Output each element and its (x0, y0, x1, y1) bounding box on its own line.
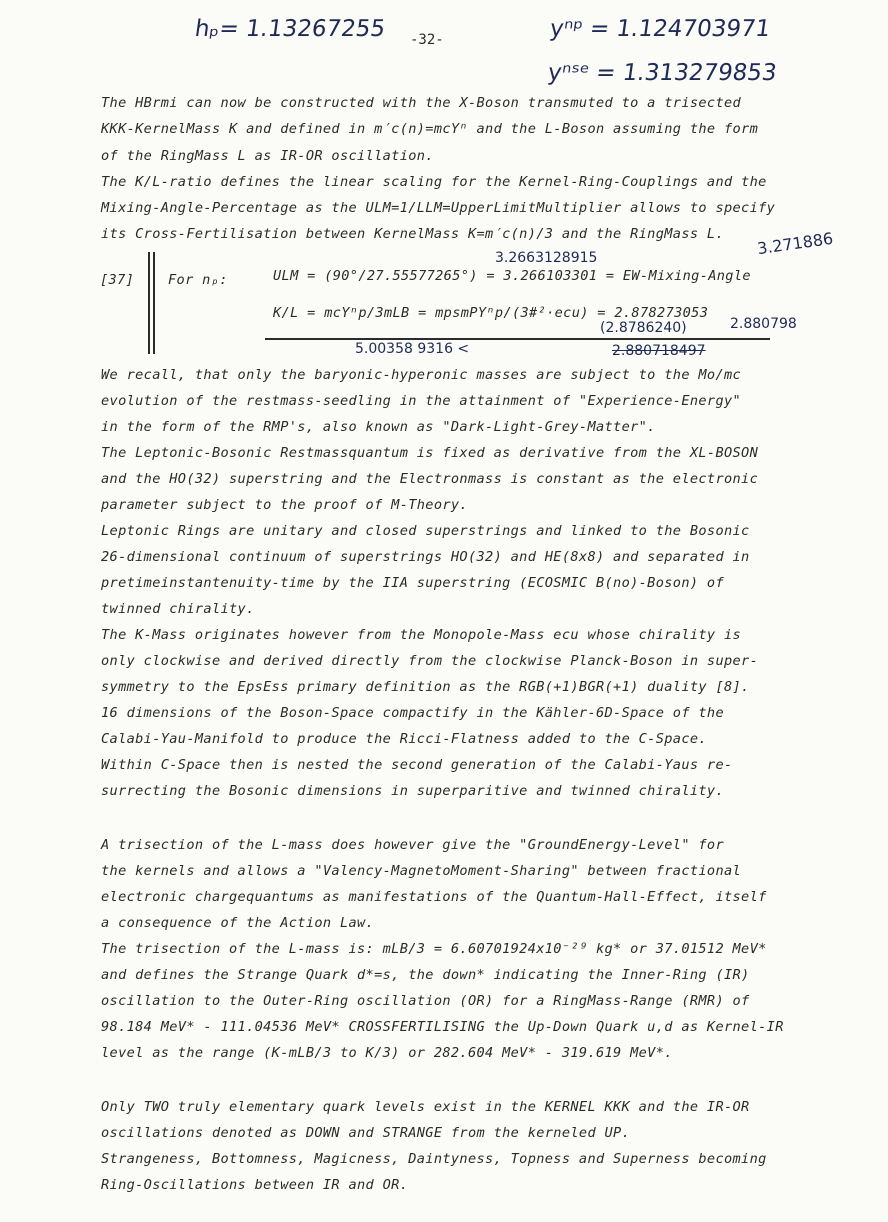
equation-ulm: ULM = (90°/27.55577265°) = 3.266103301 = EW-Mixing-Angle (273, 268, 751, 284)
handwritten-note-top-left: hₚ= 1.13267255 (193, 16, 387, 42)
text-line: 16 dimensions of the Boson-Space compactify in the Kähler-6D-Space of the (101, 705, 724, 721)
text-line: of the RingMass L as IR-OR oscillation. (101, 148, 434, 164)
text-line: in the form of the RMP's, also known as "Dark-Light-Grey-Matter". (101, 419, 656, 435)
text-line: 26-dimensional continuum of superstrings HO(32) and HE(8x8) and separated in (101, 549, 750, 565)
equation-for-label: For nₚ: (168, 272, 228, 288)
equation-bar (153, 252, 155, 354)
text-line: the kernels and allows a "Valency-MagnetoMoment-Sharing" between fractional (101, 863, 742, 879)
text-line: Calabi-Yau-Manifold to produce the Ricci-Flatness added to the C-Space. (101, 731, 707, 747)
text-line: KKK-KernelMass K and defined in m′c(n)=mcYⁿ and the L-Boson assuming the form (101, 121, 759, 137)
page-number: -32- (410, 32, 444, 48)
equation-bar (148, 252, 150, 354)
text-line: a consequence of the Action Law. (101, 915, 375, 931)
text-line: Mixing-Angle-Percentage as the ULM=1/LLM=UpperLimitMultiplier allows to specify (101, 200, 776, 216)
text-line: surrecting the Bosonic dimensions in superparitive and twinned chirality. (101, 783, 724, 799)
text-line: electronic chargequantums as manifestations of the Quantum-Hall-Effect, itself (101, 889, 767, 905)
handwritten-annotation-circled: (2.8786240) (600, 320, 687, 336)
text-line: twinned chirality. (101, 601, 255, 617)
handwritten-annotation-kl-right: 2.880798 (730, 316, 797, 332)
text-line: Within C-Space then is nested the second generation of the Calabi-Yaus re- (101, 757, 733, 773)
handwritten-annotation-struck: 2.880718497 (612, 343, 706, 359)
handwritten-note-top-right-2: yⁿˢᵉ = 1.313279853 (546, 60, 779, 86)
text-line: Only TWO truly elementary quark levels exist in the KERNEL KKK and the IR-OR (101, 1099, 750, 1115)
text-line: evolution of the restmass-seedling in the attainment of "Experience-Energy" (101, 393, 742, 409)
handwritten-note-top-right-1: yⁿᵖ = 1.124703971 (548, 16, 772, 42)
handwritten-annotation-right: 3.271886 (756, 228, 835, 259)
text-line: Strangeness, Bottomness, Magicness, Daintyness, Topness and Superness becoming (101, 1151, 767, 1167)
text-line: oscillations denoted as DOWN and STRANGE from the kerneled UP. (101, 1125, 631, 1141)
equation-number: [37] (100, 272, 135, 288)
text-line: Ring-Oscillations between IR and OR. (101, 1177, 409, 1193)
text-line: The K/L-ratio defines the linear scaling for the Kernel-Ring-Couplings and the (101, 174, 767, 190)
handwritten-annotation-ulm: 3.2663128915 (495, 250, 598, 266)
equation-rule (265, 338, 770, 340)
text-line: We recall, that only the baryonic-hyperonic masses are subject to the Mo/mc (101, 367, 742, 383)
text-line: A trisection of the L-mass does however give the "GroundEnergy-Level" for (101, 837, 724, 853)
text-line: symmetry to the EpsEss primary definition as the RGB(+1)BGR(+1) duality [8]. (101, 679, 750, 695)
text-line: its Cross-Fertilisation between KernelMass K=m′c(n)/3 and the RingMass L. (101, 226, 724, 242)
text-line: Leptonic Rings are unitary and closed superstrings and linked to the Bosonic (101, 523, 750, 539)
handwritten-annotation-below: 5.00358 9316 < (355, 341, 470, 357)
text-line: and defines the Strange Quark d*=s, the down* indicating the Inner-Ring (IR) (101, 967, 750, 983)
text-line: The trisection of the L-mass is: mLB/3 = 6.60701924x10⁻²⁹ kg* or 37.01512 MeV* (101, 941, 767, 957)
text-line: parameter subject to the proof of M-Theory. (101, 497, 468, 513)
text-line: 98.184 MeV* - 111.04536 MeV* CROSSFERTILISING the Up-Down Quark u,d as Kernel-IR (101, 1019, 784, 1035)
text-line: The Leptonic-Bosonic Restmassquantum is fixed as derivative from the XL-BOSON (101, 445, 759, 461)
text-line: and the HO(32) superstring and the Electronmass is constant as the electronic (101, 471, 759, 487)
text-line: level as the range (K-mLB/3 to K/3) or 282.604 MeV* - 319.619 MeV*. (101, 1045, 673, 1061)
text-line: The HBrmi can now be constructed with the X-Boson transmuted to a trisected (101, 95, 742, 111)
text-line: only clockwise and derived directly from the clockwise Planck-Boson in super- (101, 653, 759, 669)
text-line: pretimeinstantenuity-time by the IIA superstring (ECOSMIC B(no)-Boson) of (101, 575, 724, 591)
text-line: oscillation to the Outer-Ring oscillation (OR) for a RingMass-Range (RMR) of (101, 993, 750, 1009)
text-line: The K-Mass originates however from the Monopole-Mass ecu whose chirality is (101, 627, 742, 643)
equation-kl: K/L = mcYⁿp/3mLB = mpsmPYⁿp/(3#²·ecu) = 2.878273053 (273, 305, 709, 321)
